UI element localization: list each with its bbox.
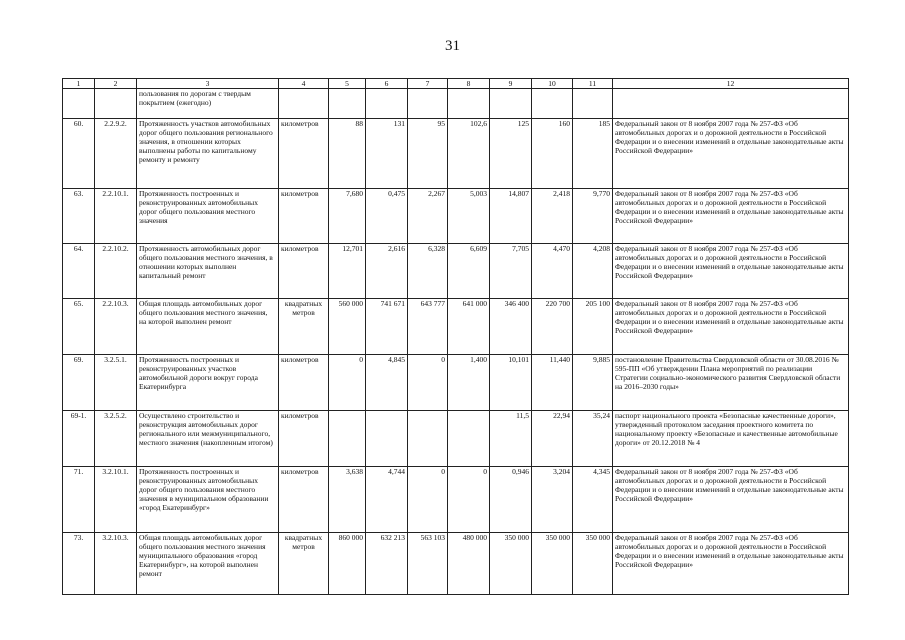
cell-value: 0,475: [366, 189, 408, 244]
cell-number: 69-1.: [63, 411, 95, 467]
cell-code: 3.2.5.1.: [95, 355, 137, 411]
cell-value: 10,101: [490, 355, 532, 411]
cell-value: [329, 411, 366, 467]
cell-indicator: Осуществлено строительство и реконструкция автомобильных дорог регионального или межмуниципального, местного значения (накопленным итогом): [137, 411, 279, 467]
cell-value: 0: [329, 355, 366, 411]
cell-value: 0: [448, 467, 490, 533]
cell-value: 860 000: [329, 533, 366, 595]
cell-value: 102,6: [448, 119, 490, 189]
cell-code: 2.2.10.1.: [95, 189, 137, 244]
cell-source: Федеральный закон от 8 ноября 2007 года № 257-ФЗ «Об автомобильных дорогах и о дорожной деятельности в Российской Федерации и о внесении изменений в отдельные законодательные акты Российской Федерации»: [613, 189, 849, 244]
cell-code: 2.2.9.2.: [95, 119, 137, 189]
table-row: [63, 355, 849, 411]
page-number: 31: [445, 38, 460, 54]
cell-value: 22,94: [532, 411, 573, 467]
cell-value: 205 100: [573, 299, 613, 355]
cell-unit: километров: [279, 119, 329, 189]
table-row: [63, 467, 849, 533]
cell-source: Федеральный закон от 8 ноября 2007 года № 257-ФЗ «Об автомобильных дорогах и о дорожной деятельности в Российской Федерации и о внесении изменений в отдельные законодательные акты Российской Федерации»: [613, 119, 849, 189]
cell-value: 7,705: [490, 244, 532, 299]
cell-indicator: Общая площадь автомобильных дорог общего пользования местного значения, на которой выполнен ремонт: [137, 299, 279, 355]
table-row: [63, 533, 849, 595]
cell-number: 73.: [63, 533, 95, 595]
cell-value: [366, 411, 408, 467]
cell-value: 4,845: [366, 355, 408, 411]
cell-value: 88: [329, 119, 366, 189]
column-header: 2: [95, 79, 137, 89]
cell-number: 65.: [63, 299, 95, 355]
cell-number: 71.: [63, 467, 95, 533]
table-row: [63, 119, 849, 189]
cell-value: 641 000: [448, 299, 490, 355]
cell-source: постановление Правительства Свердловской области от 30.08.2016 № 595-ПП «Об утверждении Плана мероприятий по реализации Стратегии социально-экономического развития Свердловской области на 2016–2030 годы»: [613, 355, 849, 411]
cell-unit: километров: [279, 355, 329, 411]
cell-value: 131: [366, 119, 408, 189]
cell-value: 2,267: [408, 189, 448, 244]
cell-indicator: Протяженность построенных и реконструированных автомобильных дорог общего пользования местного значения в муниципальном образовании «город Екатеринбург»: [137, 467, 279, 533]
column-header: 12: [613, 79, 849, 89]
cell-value: 643 777: [408, 299, 448, 355]
cell-unit: километров: [279, 467, 329, 533]
column-header: 9: [490, 79, 532, 89]
cell-indicator: пользования по дорогам с твердым покрытием (ежегодно): [137, 89, 279, 119]
column-header: 3: [137, 79, 279, 89]
cell-code: 3.2.5.2.: [95, 411, 137, 467]
cell-value: 1,400: [448, 355, 490, 411]
cell-value: 346 400: [490, 299, 532, 355]
cell-indicator: Протяженность построенных и реконструированных автомобильных дорог общего пользования местного значения: [137, 189, 279, 244]
cell-value: 11,440: [532, 355, 573, 411]
cell-unit: километров: [279, 411, 329, 467]
cell-source: Федеральный закон от 8 ноября 2007 года № 257-ФЗ «Об автомобильных дорогах и о дорожной деятельности в Российской Федерации и о внесении изменений в отдельные законодательные акты Российской Федерации»: [613, 533, 849, 595]
table-row: [63, 189, 849, 244]
cell-value: 95: [408, 119, 448, 189]
table-body: [63, 119, 849, 595]
cell-value: 185: [573, 119, 613, 189]
cell-value: [448, 411, 490, 467]
cell-number: 64.: [63, 244, 95, 299]
cell-indicator: Общая площадь автомобильных дорог общего пользования местного значения муниципального образования «город Екатеринбург», на которой выполнен ремонт: [137, 533, 279, 595]
cell-number: 60.: [63, 119, 95, 189]
cell-unit: квадратных метров: [279, 533, 329, 595]
cell-value: 6,328: [408, 244, 448, 299]
cell-value: 11,5: [490, 411, 532, 467]
column-header: 8: [448, 79, 490, 89]
cell-source: Федеральный закон от 8 ноября 2007 года № 257-ФЗ «Об автомобильных дорогах и о дорожной деятельности в Российской Федерации и о внесении изменений в отдельные законодательные акты Российской Федерации»: [613, 299, 849, 355]
cell-value: 350 000: [532, 533, 573, 595]
column-header: 1: [63, 79, 95, 89]
cell-value: 350 000: [490, 533, 532, 595]
column-header: 5: [329, 79, 366, 89]
cell-value: 9,885: [573, 355, 613, 411]
column-header: 11: [573, 79, 613, 89]
cell-value: 12,701: [329, 244, 366, 299]
cell-source: паспорт национального проекта «Безопасные качественные дороги», утвержденный протоколом заседания проектного комитета по национальному проекту «Безопасные и качественные автомобильные дороги» от 20.12.2018 № 4: [613, 411, 849, 467]
cell-unit: километров: [279, 244, 329, 299]
cell-value: 3,204: [532, 467, 573, 533]
cell-value: 4,470: [532, 244, 573, 299]
cell-code: 2.2.10.2.: [95, 244, 137, 299]
cell-source: Федеральный закон от 8 ноября 2007 года № 257-ФЗ «Об автомобильных дорогах и о дорожной деятельности в Российской Федерации и о внесении изменений в отдельные законодательные акты Российской Федерации»: [613, 467, 849, 533]
column-header: 10: [532, 79, 573, 89]
cell-value: 563 103: [408, 533, 448, 595]
cell-indicator: Протяженность построенных и реконструированных участков автомобильной дороги вокруг города Екатеринбурга: [137, 355, 279, 411]
cell-value: 7,680: [329, 189, 366, 244]
table-row: [63, 411, 849, 467]
cell-value: [408, 411, 448, 467]
column-header: 6: [366, 79, 408, 89]
cell-value: 4,744: [366, 467, 408, 533]
cell-number: 69.: [63, 355, 95, 411]
cell-value: 480 000: [448, 533, 490, 595]
cell-indicator: Протяженность участков автомобильных дорог общего пользования регионального значения, в отношении которых выполнены работы по капитальному ремонту и ремонту: [137, 119, 279, 189]
indicators-table: [62, 78, 849, 595]
cell-value: 14,807: [490, 189, 532, 244]
cell-code: 2.2.10.3.: [95, 299, 137, 355]
cell-value: 160: [532, 119, 573, 189]
cell-value: 3,638: [329, 467, 366, 533]
cell-value: 0: [408, 355, 448, 411]
cell-unit: километров: [279, 189, 329, 244]
cell-value: 4,208: [573, 244, 613, 299]
table-header-row: [63, 79, 849, 89]
cell-value: 6,609: [448, 244, 490, 299]
cell-value: 4,345: [573, 467, 613, 533]
cell-value: 2,616: [366, 244, 408, 299]
cell-source: Федеральный закон от 8 ноября 2007 года № 257-ФЗ «Об автомобильных дорогах и о дорожной деятельности в Российской Федерации и о внесении изменений в отдельные законодательные акты Российской Федерации»: [613, 244, 849, 299]
table-row: [63, 299, 849, 355]
cell-indicator: Протяженность автомобильных дорог общего пользования местного значения, в отношении которых выполнен капитальный ремонт: [137, 244, 279, 299]
cell-value: 35,24: [573, 411, 613, 467]
table-row-continuation: [63, 89, 849, 119]
cell-value: 632 213: [366, 533, 408, 595]
cell-value: 2,418: [532, 189, 573, 244]
cell-value: 741 671: [366, 299, 408, 355]
cell-code: 3.2.10.1.: [95, 467, 137, 533]
column-header: 4: [279, 79, 329, 89]
table-row: [63, 244, 849, 299]
cell-value: 5,003: [448, 189, 490, 244]
cell-value: 220 700: [532, 299, 573, 355]
cell-unit: квадратных метров: [279, 299, 329, 355]
cell-value: 0: [408, 467, 448, 533]
cell-number: 63.: [63, 189, 95, 244]
cell-value: 560 000: [329, 299, 366, 355]
cell-code: 3.2.10.3.: [95, 533, 137, 595]
column-header: 7: [408, 79, 448, 89]
cell-value: 9,770: [573, 189, 613, 244]
cell-value: 350 000: [573, 533, 613, 595]
cell-value: 125: [490, 119, 532, 189]
cell-value: 0,946: [490, 467, 532, 533]
